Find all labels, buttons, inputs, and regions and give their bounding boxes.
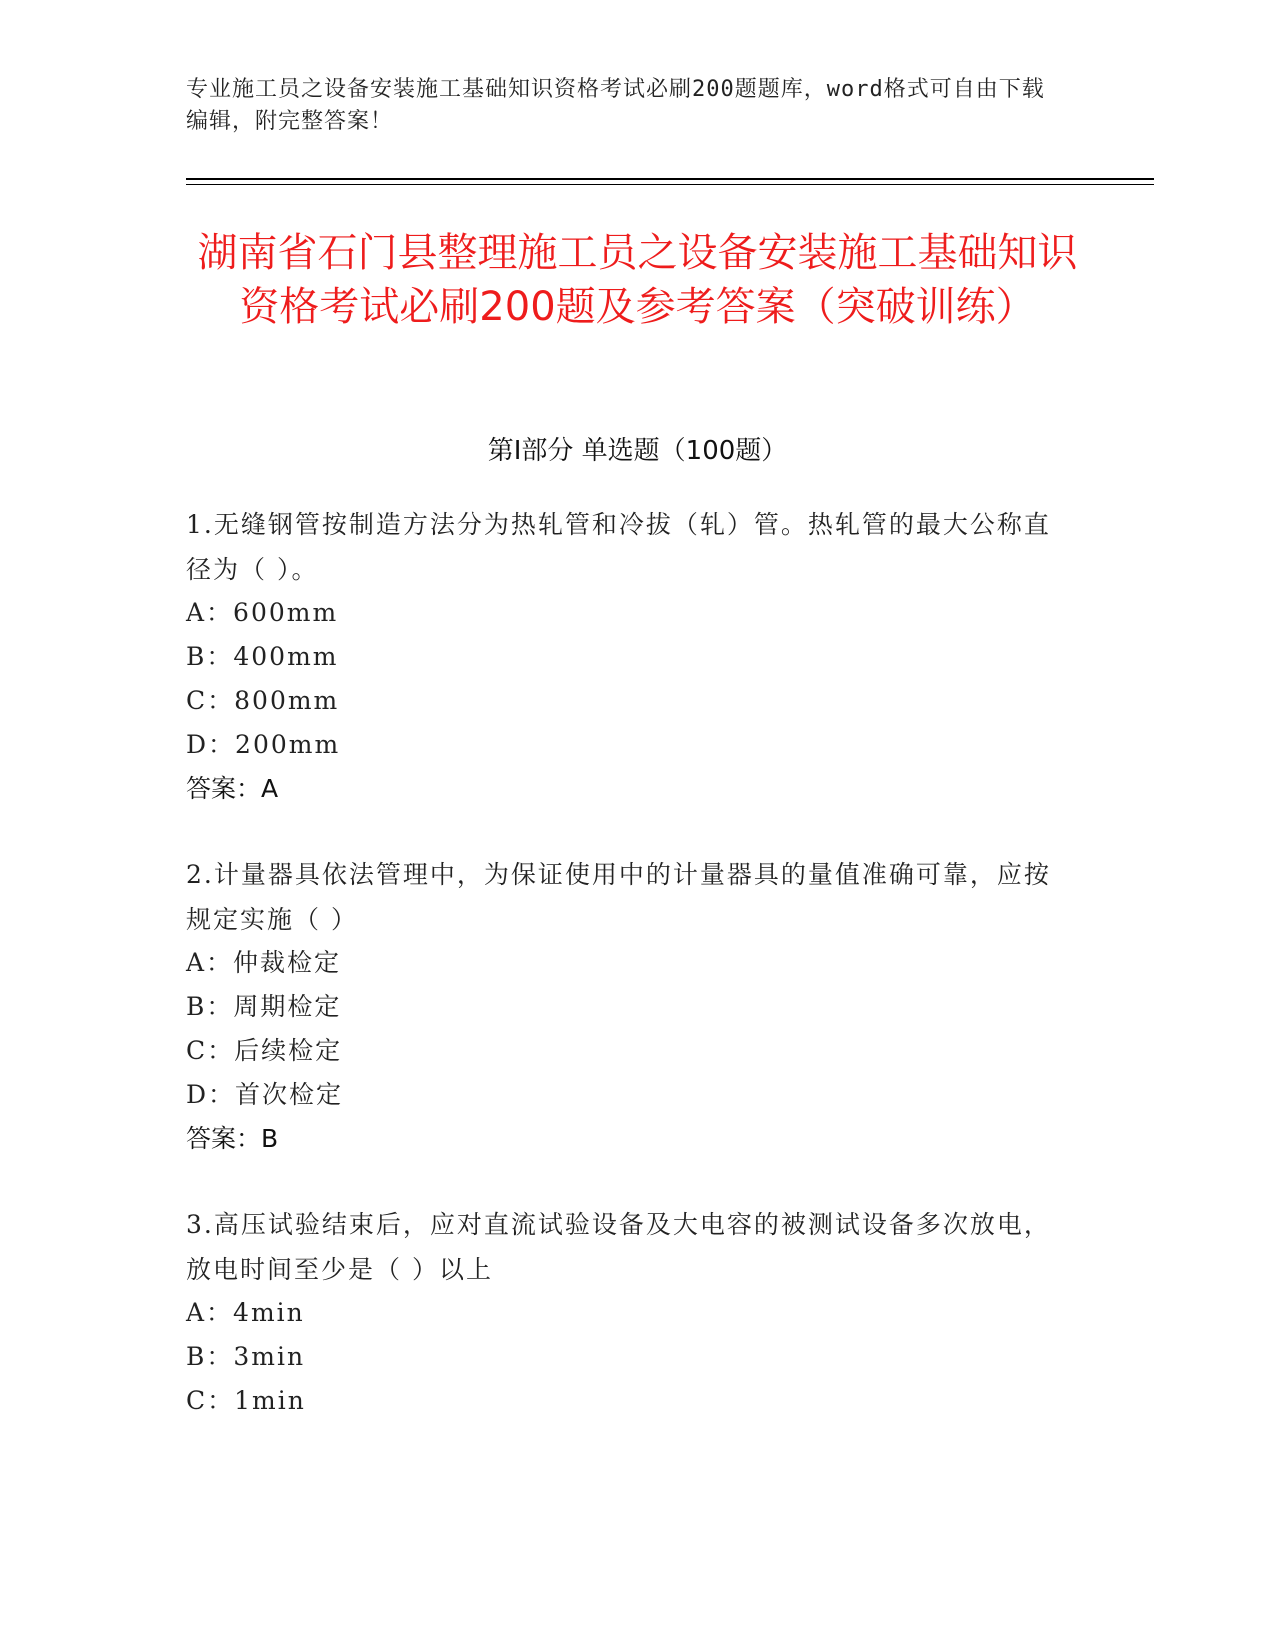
question-3-option-c: C：1min	[186, 1386, 306, 1415]
question-1-stem: 1.无缝钢管按制造方法分为热轧管和冷拔（轧）管。热轧管的最大公称直径为（ ）。	[186, 510, 1051, 584]
question-2-option-d: D：首次检定	[186, 1080, 344, 1109]
question-3-option-b: B：3min	[186, 1342, 306, 1371]
question-3-option-a: A：4min	[186, 1298, 305, 1327]
question-2-stem: 2.计量器具依法管理中，为保证使用中的计量器具的量值准确可靠，应按规定实施（ ）	[186, 860, 1051, 934]
question-2-option-c: C：后续检定	[186, 1036, 343, 1065]
question-1-option-b: B：400mm	[186, 642, 339, 671]
question-3-stem: 3.高压试验结束后，应对直流试验设备及大电容的被测试设备多次放电，放电时间至少是（ ）以上	[186, 1210, 1051, 1284]
question-2-option-b: B：周期检定	[186, 992, 342, 1021]
header-divider-thin	[186, 184, 1154, 185]
section-heading: 第I部分 单选题（100题）	[487, 436, 788, 466]
question-1-answer: 答案：A	[186, 774, 279, 803]
header-note: 专业施工员之设备安装施工基础知识资格考试必刷200题题库，word格式可自由下载编辑，附完整答案！	[186, 77, 1045, 134]
document-title: 湖南省石门县整理施工员之设备安装施工基础知识资格考试必刷200题及参考答案（突破训练）	[197, 230, 1078, 330]
header-divider-thick	[186, 178, 1154, 180]
question-1-option-c: C：800mm	[186, 686, 340, 715]
question-2-answer: 答案：B	[186, 1124, 279, 1153]
question-1-option-d: D：200mm	[186, 730, 341, 759]
question-1-option-a: A：600mm	[186, 598, 339, 627]
question-2-option-a: A：仲裁检定	[186, 948, 342, 977]
